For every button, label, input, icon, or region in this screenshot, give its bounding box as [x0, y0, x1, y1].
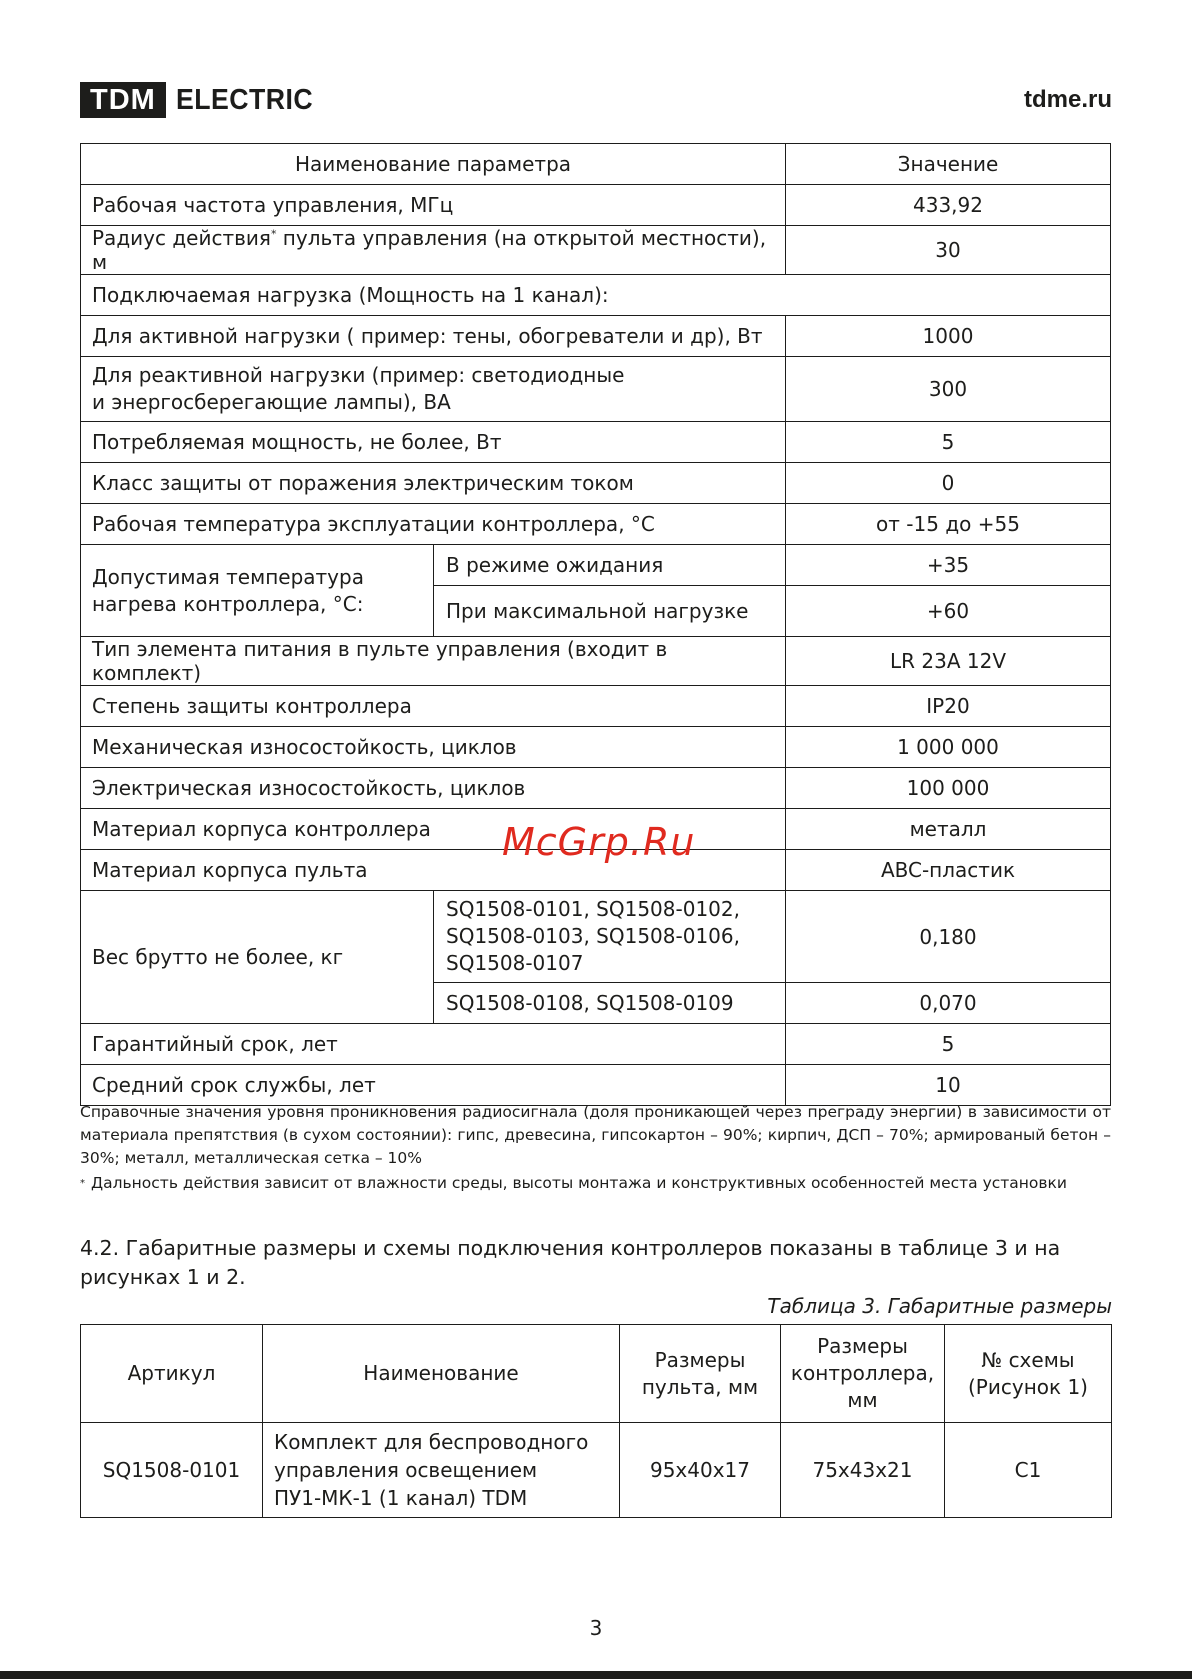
value-cell: 5 — [786, 1024, 1111, 1065]
table-row — [81, 637, 1111, 686]
table-header-row — [81, 1325, 1112, 1423]
logo-box: TDM — [80, 82, 166, 118]
param-cell: Вес брутто не более, кг — [81, 891, 434, 1024]
footnote-text: Дальность действия зависит от влажности среды, высоты монтажа и конструктивных особенностей места установки — [91, 1174, 1067, 1192]
penetration-note: Справочные значения уровня проникновения радиосигнала (доля проникающей через преграду энергии) в зависимости от материала препятствия (в сухом состоянии): гипс, древесина, гипсокартон – 90%; кирпич, ДСП – 70%; армированый бетон – 30%; металл, металлическая сетка – 10% — [80, 1103, 1111, 1167]
param-cell: Тип элемента питания в пульте управления (входит в комплект) — [81, 637, 786, 686]
name-cell — [263, 1423, 620, 1518]
remote-size-cell: 95x40x17 — [620, 1423, 781, 1518]
table-row — [81, 1423, 1112, 1518]
header-value: Значение — [786, 144, 1111, 185]
param-text: Радиус действия — [92, 226, 271, 250]
table-row — [81, 357, 1111, 422]
subparam-cell: SQ1508-0108, SQ1508-0109 — [434, 983, 786, 1024]
value-cell: 1 000 000 — [786, 727, 1111, 768]
value-cell: металл — [786, 809, 1111, 850]
table-row — [81, 768, 1111, 809]
param-cell — [81, 545, 434, 637]
value-cell: 300 — [786, 357, 1111, 422]
table-row — [81, 545, 1111, 586]
table-row — [81, 422, 1111, 463]
header-controller-size — [781, 1325, 945, 1423]
header-line: Размеры — [654, 1347, 746, 1372]
dimensions-table — [80, 1324, 1112, 1518]
header-article: Артикул — [81, 1325, 263, 1423]
param-cell: Материал корпуса контроллера — [81, 809, 786, 850]
subparam-line: SQ1508-0101, SQ1508-0102, — [446, 897, 740, 921]
value-cell: IP20 — [786, 686, 1111, 727]
site-url[interactable]: tdme.ru — [1023, 86, 1112, 113]
param-line: Допустимая температура — [92, 564, 364, 589]
value-cell: +35 — [786, 545, 1111, 586]
value-cell: ABC-пластик — [786, 850, 1111, 891]
page-header — [80, 80, 1112, 124]
table-row — [81, 1024, 1111, 1065]
param-text-tail: пульта управления (на открытой местности), м — [92, 226, 767, 274]
value-cell: 30 — [786, 226, 1111, 275]
table-row — [81, 463, 1111, 504]
param-cell: Рабочая температура эксплуатации контроллера, °С — [81, 504, 786, 545]
page-number: 3 — [589, 1616, 603, 1640]
header-line: (Рисунок 1) — [968, 1374, 1088, 1399]
subparam-line: SQ1508-0107 — [446, 951, 584, 975]
subparam-cell — [434, 891, 786, 983]
value-cell: LR 23A 12V — [786, 637, 1111, 686]
value-cell: 1000 — [786, 316, 1111, 357]
name-line: Комплект для беспроводного — [274, 1430, 589, 1454]
table-row — [81, 1065, 1111, 1106]
table-row — [81, 185, 1111, 226]
logo-text: ELECTRIC — [175, 83, 313, 116]
scheme-cell: C1 — [945, 1423, 1112, 1518]
brand-logo — [80, 82, 325, 118]
section-paragraph: 4.2. Габаритные размеры и схемы подключения контроллеров показаны в таблице 3 и на рисунках 1 и 2. — [80, 1236, 1061, 1289]
value-cell: 5 — [786, 422, 1111, 463]
footnote-mark: * — [270, 227, 277, 241]
subparam-line: SQ1508-0103, SQ1508-0106, — [446, 924, 740, 948]
name-line: ПУ1-МК-1 (1 канал) TDM — [274, 1486, 528, 1510]
footnote-mark: * — [80, 1178, 85, 1189]
param-cell — [81, 226, 786, 275]
bottom-rule — [0, 1671, 1192, 1679]
table-header-row — [81, 144, 1111, 185]
table-row — [81, 316, 1111, 357]
param-cell — [81, 357, 786, 422]
header-line: мм — [847, 1388, 878, 1412]
param-cell: Рабочая частота управления, МГц — [81, 185, 786, 226]
table-row — [81, 891, 1111, 983]
value-cell: от -15 до +55 — [786, 504, 1111, 545]
param-line: нагрева контроллера, °С: — [92, 591, 364, 616]
param-line: и энергосберегающие лампы), ВА — [92, 390, 451, 414]
param-cell: Средний срок службы, лет — [81, 1065, 786, 1106]
article-cell: SQ1508-0101 — [81, 1423, 263, 1518]
value-cell: 0 — [786, 463, 1111, 504]
header-line: контроллера, — [790, 1361, 935, 1385]
value-cell: 0,070 — [786, 983, 1111, 1024]
watermark: McGrp.Ru — [502, 820, 696, 864]
header-line: пульта, мм — [641, 1374, 759, 1399]
param-cell: Механическая износостойкость, циклов — [81, 727, 786, 768]
value-cell: 100 000 — [786, 768, 1111, 809]
header-remote-size — [620, 1325, 781, 1423]
header-line: № схемы — [981, 1347, 1075, 1372]
header-param: Наименование параметра — [81, 144, 786, 185]
controller-size-cell: 75x43x21 — [781, 1423, 945, 1518]
param-cell: Степень защиты контроллера — [81, 686, 786, 727]
subparam-cell: При максимальной нагрузке — [434, 586, 786, 637]
value-cell: 433,92 — [786, 185, 1111, 226]
header-scheme — [945, 1325, 1112, 1423]
param-line: Для реактивной нагрузки (пример: светодиодные — [92, 363, 625, 387]
name-line: управления освещением — [274, 1458, 538, 1482]
header-line: Размеры — [817, 1334, 908, 1358]
param-cell: Класс защиты от поражения электрическим током — [81, 463, 786, 504]
table-row — [81, 504, 1111, 545]
param-cell: Гарантийный срок, лет — [81, 1024, 786, 1065]
table-row — [81, 727, 1111, 768]
subparam-cell: В режиме ожидания — [434, 545, 786, 586]
param-cell: Электрическая износостойкость, циклов — [81, 768, 786, 809]
param-cell: Материал корпуса пульта — [81, 850, 786, 891]
table-row — [81, 275, 1111, 316]
table-row — [81, 686, 1111, 727]
param-cell: Для активной нагрузки ( пример: тены, обогреватели и др), Вт — [81, 316, 786, 357]
value-cell: 10 — [786, 1065, 1111, 1106]
value-cell: +60 — [786, 586, 1111, 637]
param-cell: Потребляемая мощность, не более, Вт — [81, 422, 786, 463]
table3-caption: Таблица 3. Габаритные размеры — [767, 1294, 1112, 1318]
footnote — [80, 1172, 1111, 1195]
value-cell: 0,180 — [786, 891, 1111, 983]
param-cell: Подключаемая нагрузка (Мощность на 1 канал): — [81, 275, 1111, 316]
table-row — [81, 226, 1111, 275]
header-name: Наименование — [263, 1325, 620, 1423]
parameters-table — [80, 143, 1111, 1106]
